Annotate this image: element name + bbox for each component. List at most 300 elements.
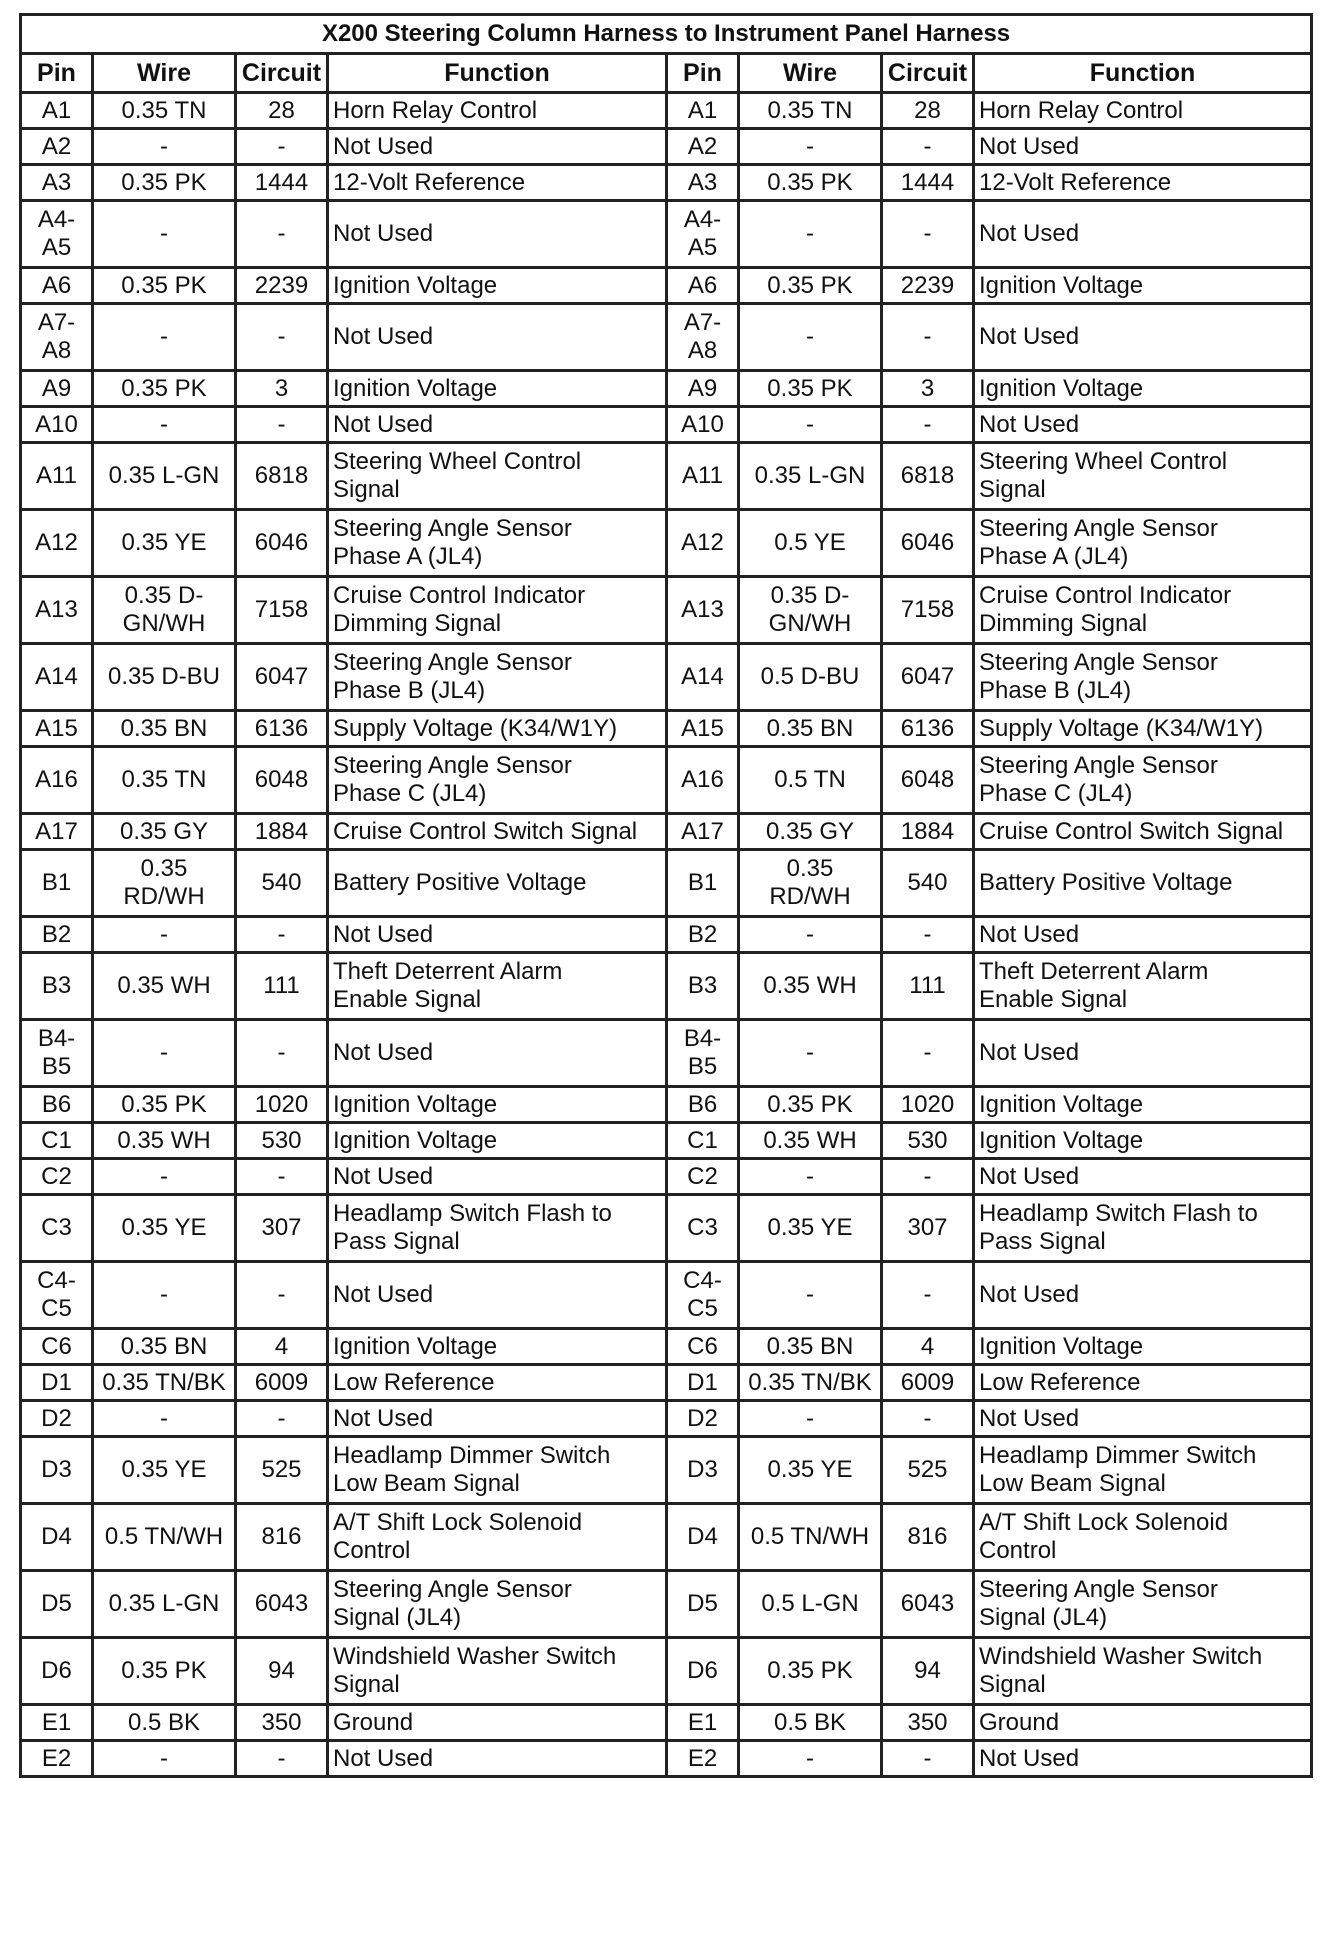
cell-function-left: Not Used (328, 201, 667, 268)
cell-pin-right: A6 (667, 268, 739, 304)
cell-circuit-right: 4 (882, 1329, 974, 1365)
cell-pin-right: A2 (667, 129, 739, 165)
cell-circuit-right: 111 (882, 953, 974, 1020)
cell-wire-right: 0.35 WH (739, 953, 882, 1020)
cell-circuit-right: - (882, 1262, 974, 1329)
col-header-function-left: Function (328, 54, 667, 93)
cell-function-right: Not Used (974, 917, 1312, 953)
cell-circuit-right: 350 (882, 1705, 974, 1741)
cell-circuit-right: 2239 (882, 268, 974, 304)
cell-function-left: Steering Angle Sensor Signal (JL4) (328, 1571, 667, 1638)
table-row (21, 1329, 1312, 1365)
cell-pin-left: A15 (21, 711, 93, 747)
cell-wire-left: - (93, 201, 236, 268)
cell-wire-right: - (739, 1020, 882, 1087)
table-row (21, 93, 1312, 129)
cell-function-left: Low Reference (328, 1365, 667, 1401)
cell-wire-left: 0.35 D- GN/WH (93, 577, 236, 644)
cell-circuit-right: 1884 (882, 814, 974, 850)
cell-wire-left: 0.35 WH (93, 953, 236, 1020)
cell-circuit-left: - (236, 407, 328, 443)
cell-circuit-right: - (882, 407, 974, 443)
cell-wire-right: - (739, 917, 882, 953)
cell-function-right: Steering Angle Sensor Phase C (JL4) (974, 747, 1312, 814)
cell-wire-left: 0.35 YE (93, 1437, 236, 1504)
cell-circuit-left: 94 (236, 1638, 328, 1705)
cell-function-right: Not Used (974, 129, 1312, 165)
cell-function-left: Headlamp Dimmer Switch Low Beam Signal (328, 1437, 667, 1504)
table-row (21, 201, 1312, 268)
col-header-wire-left: Wire (93, 54, 236, 93)
cell-pin-left: C4- C5 (21, 1262, 93, 1329)
cell-wire-right: 0.35 D- GN/WH (739, 577, 882, 644)
cell-function-left: Not Used (328, 1741, 667, 1777)
cell-wire-right: 0.35 TN/BK (739, 1365, 882, 1401)
connector-pinout-table (19, 13, 1313, 1778)
cell-pin-left: A13 (21, 577, 93, 644)
cell-circuit-right: 6818 (882, 443, 974, 510)
cell-circuit-right: 7158 (882, 577, 974, 644)
cell-pin-right: C3 (667, 1195, 739, 1262)
cell-wire-right: 0.35 YE (739, 1437, 882, 1504)
table-row (21, 1087, 1312, 1123)
table-row (21, 371, 1312, 407)
cell-circuit-left: - (236, 201, 328, 268)
table-row (21, 644, 1312, 711)
cell-circuit-right: 94 (882, 1638, 974, 1705)
cell-function-left: Not Used (328, 1020, 667, 1087)
table-row (21, 443, 1312, 510)
cell-pin-right: B3 (667, 953, 739, 1020)
table-row (21, 850, 1312, 917)
cell-function-right: Headlamp Dimmer Switch Low Beam Signal (974, 1437, 1312, 1504)
cell-circuit-right: 6136 (882, 711, 974, 747)
cell-function-left: Steering Angle Sensor Phase A (JL4) (328, 510, 667, 577)
table-row (21, 1159, 1312, 1195)
cell-circuit-left: 6046 (236, 510, 328, 577)
cell-circuit-right: 6046 (882, 510, 974, 577)
table-body (21, 93, 1312, 1777)
cell-pin-right: A17 (667, 814, 739, 850)
cell-wire-left: - (93, 1262, 236, 1329)
cell-function-right: Not Used (974, 1159, 1312, 1195)
cell-circuit-right: 525 (882, 1437, 974, 1504)
connector-table-sheet (19, 13, 1310, 1778)
cell-pin-right: B6 (667, 1087, 739, 1123)
cell-wire-right: - (739, 129, 882, 165)
cell-circuit-left: - (236, 1741, 328, 1777)
cell-function-left: Not Used (328, 304, 667, 371)
cell-function-right: Not Used (974, 1262, 1312, 1329)
cell-circuit-right: 1444 (882, 165, 974, 201)
cell-function-right: Horn Relay Control (974, 93, 1312, 129)
cell-pin-right: C4- C5 (667, 1262, 739, 1329)
cell-wire-right: - (739, 304, 882, 371)
cell-function-right: Supply Voltage (K34/W1Y) (974, 711, 1312, 747)
cell-circuit-left: 1884 (236, 814, 328, 850)
cell-wire-left: 0.35 PK (93, 1087, 236, 1123)
cell-pin-right: E2 (667, 1741, 739, 1777)
table-row (21, 129, 1312, 165)
cell-function-left: Steering Angle Sensor Phase C (JL4) (328, 747, 667, 814)
cell-circuit-left: - (236, 1020, 328, 1087)
cell-wire-left: 0.35 L-GN (93, 1571, 236, 1638)
cell-wire-right: 0.5 L-GN (739, 1571, 882, 1638)
cell-pin-right: B4- B5 (667, 1020, 739, 1087)
table-row (21, 711, 1312, 747)
col-header-circuit-left: Circuit (236, 54, 328, 93)
cell-function-right: Not Used (974, 1401, 1312, 1437)
cell-circuit-right: - (882, 1020, 974, 1087)
cell-pin-left: B1 (21, 850, 93, 917)
cell-function-right: Ground (974, 1705, 1312, 1741)
cell-function-left: Not Used (328, 1262, 667, 1329)
cell-function-left: Headlamp Switch Flash to Pass Signal (328, 1195, 667, 1262)
cell-pin-left: A1 (21, 93, 93, 129)
cell-pin-left: A7- A8 (21, 304, 93, 371)
cell-circuit-right: 6009 (882, 1365, 974, 1401)
cell-circuit-right: - (882, 304, 974, 371)
col-header-pin-left: Pin (21, 54, 93, 93)
cell-wire-right: 0.5 YE (739, 510, 882, 577)
cell-circuit-right: 816 (882, 1504, 974, 1571)
table-row (21, 165, 1312, 201)
cell-function-left: Battery Positive Voltage (328, 850, 667, 917)
cell-circuit-left: 6048 (236, 747, 328, 814)
cell-wire-left: - (93, 1159, 236, 1195)
table-title: X200 Steering Column Harness to Instrument Panel Harness (21, 15, 1312, 54)
cell-wire-left: 0.35 PK (93, 1638, 236, 1705)
cell-wire-left: 0.5 BK (93, 1705, 236, 1741)
cell-wire-left: 0.35 YE (93, 1195, 236, 1262)
cell-function-left: Cruise Control Switch Signal (328, 814, 667, 850)
cell-function-left: Ignition Voltage (328, 1329, 667, 1365)
cell-pin-left: A3 (21, 165, 93, 201)
cell-wire-right: 0.35 YE (739, 1195, 882, 1262)
cell-function-right: Steering Wheel Control Signal (974, 443, 1312, 510)
cell-function-left: Not Used (328, 129, 667, 165)
cell-circuit-left: 7158 (236, 577, 328, 644)
cell-pin-right: D3 (667, 1437, 739, 1504)
cell-wire-right: 0.35 RD/WH (739, 850, 882, 917)
table-row (21, 1365, 1312, 1401)
cell-function-left: Ignition Voltage (328, 268, 667, 304)
cell-wire-left: 0.35 PK (93, 165, 236, 201)
cell-wire-right: 0.5 TN/WH (739, 1504, 882, 1571)
cell-function-left: Not Used (328, 407, 667, 443)
table-row (21, 747, 1312, 814)
table-row (21, 953, 1312, 1020)
cell-circuit-left: - (236, 304, 328, 371)
cell-circuit-right: - (882, 917, 974, 953)
cell-pin-left: D3 (21, 1437, 93, 1504)
table-row (21, 268, 1312, 304)
cell-pin-right: C6 (667, 1329, 739, 1365)
cell-wire-left: - (93, 1401, 236, 1437)
cell-wire-right: 0.35 GY (739, 814, 882, 850)
cell-function-right: Not Used (974, 1741, 1312, 1777)
cell-circuit-right: 6047 (882, 644, 974, 711)
cell-pin-right: A11 (667, 443, 739, 510)
cell-pin-right: C2 (667, 1159, 739, 1195)
cell-circuit-left: - (236, 917, 328, 953)
table-row (21, 1262, 1312, 1329)
cell-function-right: Headlamp Switch Flash to Pass Signal (974, 1195, 1312, 1262)
cell-function-left: Steering Wheel Control Signal (328, 443, 667, 510)
cell-pin-left: D1 (21, 1365, 93, 1401)
cell-circuit-left: 2239 (236, 268, 328, 304)
cell-pin-left: C1 (21, 1123, 93, 1159)
cell-wire-right: - (739, 201, 882, 268)
table-row (21, 1020, 1312, 1087)
cell-circuit-right: - (882, 201, 974, 268)
cell-wire-right: 0.35 TN (739, 93, 882, 129)
table-row (21, 1504, 1312, 1571)
col-header-function-right: Function (974, 54, 1312, 93)
cell-pin-left: A11 (21, 443, 93, 510)
cell-wire-right: 0.35 PK (739, 1638, 882, 1705)
cell-pin-right: B2 (667, 917, 739, 953)
cell-circuit-left: 1444 (236, 165, 328, 201)
cell-wire-right: 0.35 BN (739, 711, 882, 747)
table-row (21, 1401, 1312, 1437)
cell-pin-left: A17 (21, 814, 93, 850)
cell-function-left: Not Used (328, 1159, 667, 1195)
cell-function-left: Supply Voltage (K34/W1Y) (328, 711, 667, 747)
cell-wire-right: - (739, 1741, 882, 1777)
cell-pin-left: B3 (21, 953, 93, 1020)
cell-circuit-right: - (882, 1159, 974, 1195)
cell-function-right: Steering Angle Sensor Signal (JL4) (974, 1571, 1312, 1638)
cell-function-left: Ignition Voltage (328, 1087, 667, 1123)
cell-circuit-right: - (882, 1741, 974, 1777)
cell-pin-right: D4 (667, 1504, 739, 1571)
cell-wire-left: - (93, 1020, 236, 1087)
cell-circuit-left: 6136 (236, 711, 328, 747)
cell-function-right: Not Used (974, 304, 1312, 371)
cell-wire-right: 0.5 D-BU (739, 644, 882, 711)
cell-wire-left: - (93, 1741, 236, 1777)
cell-wire-left: 0.35 TN/BK (93, 1365, 236, 1401)
cell-function-right: Not Used (974, 407, 1312, 443)
cell-pin-right: A1 (667, 93, 739, 129)
cell-pin-left: B4- B5 (21, 1020, 93, 1087)
cell-function-left: Cruise Control Indicator Dimming Signal (328, 577, 667, 644)
cell-wire-right: 0.35 L-GN (739, 443, 882, 510)
cell-pin-left: A2 (21, 129, 93, 165)
cell-circuit-left: 6009 (236, 1365, 328, 1401)
cell-pin-left: A12 (21, 510, 93, 577)
cell-function-right: Cruise Control Switch Signal (974, 814, 1312, 850)
cell-pin-right: A3 (667, 165, 739, 201)
cell-wire-right: 0.35 PK (739, 1087, 882, 1123)
cell-function-right: Theft Deterrent Alarm Enable Signal (974, 953, 1312, 1020)
cell-pin-left: E1 (21, 1705, 93, 1741)
cell-wire-left: - (93, 917, 236, 953)
cell-circuit-left: 307 (236, 1195, 328, 1262)
cell-wire-right: 0.35 BN (739, 1329, 882, 1365)
cell-wire-right: 0.35 PK (739, 268, 882, 304)
cell-circuit-left: 6047 (236, 644, 328, 711)
cell-circuit-left: 3 (236, 371, 328, 407)
table-row (21, 917, 1312, 953)
table-row (21, 407, 1312, 443)
cell-circuit-right: 28 (882, 93, 974, 129)
cell-pin-right: A14 (667, 644, 739, 711)
cell-circuit-left: 816 (236, 1504, 328, 1571)
col-header-pin-right: Pin (667, 54, 739, 93)
cell-pin-left: E2 (21, 1741, 93, 1777)
cell-circuit-right: 6043 (882, 1571, 974, 1638)
cell-wire-left: 0.35 GY (93, 814, 236, 850)
cell-circuit-right: - (882, 1401, 974, 1437)
cell-wire-left: 0.35 D-BU (93, 644, 236, 711)
cell-wire-left: 0.5 TN/WH (93, 1504, 236, 1571)
cell-wire-left: 0.35 YE (93, 510, 236, 577)
cell-function-right: Battery Positive Voltage (974, 850, 1312, 917)
cell-circuit-left: - (236, 129, 328, 165)
table-row (21, 814, 1312, 850)
cell-circuit-left: 6818 (236, 443, 328, 510)
cell-function-right: 12-Volt Reference (974, 165, 1312, 201)
cell-circuit-right: 540 (882, 850, 974, 917)
cell-pin-left: B2 (21, 917, 93, 953)
cell-pin-left: A9 (21, 371, 93, 407)
cell-function-left: Horn Relay Control (328, 93, 667, 129)
cell-circuit-left: - (236, 1159, 328, 1195)
cell-wire-right: 0.35 PK (739, 165, 882, 201)
cell-pin-right: A10 (667, 407, 739, 443)
cell-function-right: Low Reference (974, 1365, 1312, 1401)
cell-function-right: Windshield Washer Switch Signal (974, 1638, 1312, 1705)
cell-circuit-right: 3 (882, 371, 974, 407)
cell-circuit-left: 28 (236, 93, 328, 129)
table-row (21, 1705, 1312, 1741)
cell-wire-left: 0.35 TN (93, 747, 236, 814)
cell-pin-right: A16 (667, 747, 739, 814)
cell-function-right: Not Used (974, 201, 1312, 268)
cell-circuit-left: 1020 (236, 1087, 328, 1123)
table-row (21, 1741, 1312, 1777)
table-row (21, 1638, 1312, 1705)
cell-circuit-left: - (236, 1262, 328, 1329)
cell-pin-left: C6 (21, 1329, 93, 1365)
cell-circuit-left: 6043 (236, 1571, 328, 1638)
cell-function-left: Steering Angle Sensor Phase B (JL4) (328, 644, 667, 711)
cell-function-left: Not Used (328, 1401, 667, 1437)
cell-pin-left: D6 (21, 1638, 93, 1705)
cell-pin-right: E1 (667, 1705, 739, 1741)
cell-pin-left: A10 (21, 407, 93, 443)
table-row (21, 304, 1312, 371)
cell-wire-left: 0.35 WH (93, 1123, 236, 1159)
cell-wire-left: 0.35 PK (93, 371, 236, 407)
cell-circuit-left: 111 (236, 953, 328, 1020)
cell-wire-right: 0.5 BK (739, 1705, 882, 1741)
cell-wire-right: - (739, 407, 882, 443)
cell-pin-right: A13 (667, 577, 739, 644)
cell-wire-left: - (93, 129, 236, 165)
cell-circuit-left: 4 (236, 1329, 328, 1365)
cell-circuit-right: - (882, 129, 974, 165)
cell-circuit-left: - (236, 1401, 328, 1437)
cell-function-left: Theft Deterrent Alarm Enable Signal (328, 953, 667, 1020)
cell-pin-left: C3 (21, 1195, 93, 1262)
cell-pin-right: A12 (667, 510, 739, 577)
cell-wire-right: - (739, 1262, 882, 1329)
cell-circuit-right: 530 (882, 1123, 974, 1159)
cell-wire-left: 0.35 BN (93, 711, 236, 747)
cell-wire-left: 0.35 PK (93, 268, 236, 304)
cell-function-right: Not Used (974, 1020, 1312, 1087)
cell-pin-right: D1 (667, 1365, 739, 1401)
table-row (21, 577, 1312, 644)
col-header-circuit-right: Circuit (882, 54, 974, 93)
cell-wire-left: 0.35 RD/WH (93, 850, 236, 917)
cell-pin-right: D6 (667, 1638, 739, 1705)
cell-function-right: A/T Shift Lock Solenoid Control (974, 1504, 1312, 1571)
cell-pin-right: D2 (667, 1401, 739, 1437)
cell-function-left: Not Used (328, 917, 667, 953)
cell-function-right: Steering Angle Sensor Phase B (JL4) (974, 644, 1312, 711)
table-row (21, 1123, 1312, 1159)
cell-function-right: Ignition Voltage (974, 1329, 1312, 1365)
cell-pin-right: A4- A5 (667, 201, 739, 268)
cell-wire-left: - (93, 304, 236, 371)
cell-circuit-right: 6048 (882, 747, 974, 814)
cell-pin-right: A7- A8 (667, 304, 739, 371)
column-header-row (21, 54, 1312, 93)
cell-function-right: Ignition Voltage (974, 268, 1312, 304)
cell-function-left: Ignition Voltage (328, 371, 667, 407)
cell-function-left: 12-Volt Reference (328, 165, 667, 201)
cell-pin-left: A16 (21, 747, 93, 814)
cell-wire-left: 0.35 TN (93, 93, 236, 129)
cell-wire-right: - (739, 1401, 882, 1437)
cell-circuit-left: 540 (236, 850, 328, 917)
cell-function-left: A/T Shift Lock Solenoid Control (328, 1504, 667, 1571)
cell-pin-left: D4 (21, 1504, 93, 1571)
cell-circuit-left: 350 (236, 1705, 328, 1741)
cell-circuit-left: 530 (236, 1123, 328, 1159)
col-header-wire-right: Wire (739, 54, 882, 93)
cell-function-left: Windshield Washer Switch Signal (328, 1638, 667, 1705)
cell-pin-left: A4- A5 (21, 201, 93, 268)
cell-pin-right: B1 (667, 850, 739, 917)
cell-function-right: Cruise Control Indicator Dimming Signal (974, 577, 1312, 644)
cell-pin-right: A9 (667, 371, 739, 407)
cell-function-right: Ignition Voltage (974, 1087, 1312, 1123)
table-row (21, 1437, 1312, 1504)
cell-pin-left: C2 (21, 1159, 93, 1195)
cell-pin-left: D5 (21, 1571, 93, 1638)
table-row (21, 1195, 1312, 1262)
cell-function-right: Ignition Voltage (974, 371, 1312, 407)
cell-wire-right: 0.5 TN (739, 747, 882, 814)
cell-function-right: Ignition Voltage (974, 1123, 1312, 1159)
cell-wire-left: - (93, 407, 236, 443)
cell-circuit-left: 525 (236, 1437, 328, 1504)
table-row (21, 510, 1312, 577)
cell-pin-right: A15 (667, 711, 739, 747)
cell-function-left: Ignition Voltage (328, 1123, 667, 1159)
cell-pin-left: A6 (21, 268, 93, 304)
cell-pin-left: D2 (21, 1401, 93, 1437)
cell-wire-right: - (739, 1159, 882, 1195)
cell-pin-left: A14 (21, 644, 93, 711)
cell-wire-right: 0.35 PK (739, 371, 882, 407)
cell-function-left: Ground (328, 1705, 667, 1741)
